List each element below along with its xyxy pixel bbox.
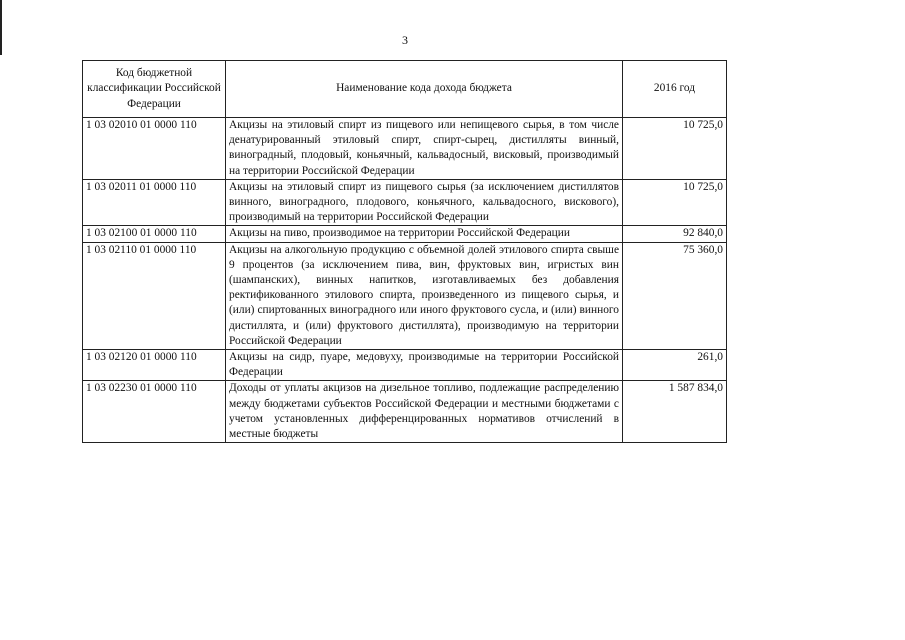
row-name: Акцизы на этиловый спирт из пищевого сырья (за исключением дистиллятов винного, виноградного, плодового, коньячного, кальвадосного, вискового), производимый на территории Российской Федерации — [226, 179, 623, 226]
header-code: Код бюджетной классификации Российской Федерации — [83, 61, 226, 118]
table-row — [83, 242, 727, 349]
table-row — [83, 118, 727, 180]
row-code: 1 03 02011 01 0000 110 — [83, 179, 226, 226]
row-code: 1 03 02120 01 0000 110 — [83, 350, 226, 381]
row-name: Доходы от уплаты акцизов на дизельное топливо, подлежащие распределению между бюджетами субъектов Российской Федерации и местными бюджетами с учетом установленных дифференцированных нормативов отчислений в местные бюджеты — [226, 381, 623, 443]
row-value: 261,0 — [623, 350, 727, 381]
budget-revenue-table — [82, 60, 727, 443]
row-value: 1 587 834,0 — [623, 381, 727, 443]
header-year: 2016 год — [623, 61, 727, 118]
row-name: Акцизы на этиловый спирт из пищевого или непищевого сырья, в том числе денатурированный этиловый спирт, спирт-сырец, дистилляты винный, виноградный, плодовый, коньячный, кальвадосный, висковый, производимый на территории Российской Федерации — [226, 118, 623, 180]
table-row — [83, 179, 727, 226]
row-value: 10 725,0 — [623, 118, 727, 180]
scan-edge-mark — [0, 0, 2, 55]
row-name: Акцизы на алкогольную продукцию с объемной долей этилового спирта свыше 9 процентов (за исключением пива, вин, фруктовых вин, игристых вин (шампанских), винных напитков, изготавливаемых без добавления ректификованного этилового спирта, произведенного из пищевого сырья, и (или) спиртованных виноградного или иного фруктового сусла, и (или) винного дистиллята, и (или) фруктового дистиллята), производимую на территории Российской Федерации — [226, 242, 623, 349]
page-number: 3 — [402, 33, 408, 47]
table-header-row — [83, 61, 727, 118]
table-row — [83, 350, 727, 381]
table-row — [83, 381, 727, 443]
row-code: 1 03 02100 01 0000 110 — [83, 226, 226, 242]
row-name: Акцизы на сидр, пуаре, медовуху, производимые на территории Российской Федерации — [226, 350, 623, 381]
row-code: 1 03 02010 01 0000 110 — [83, 118, 226, 180]
row-name: Акцизы на пиво, производимое на территории Российской Федерации — [226, 226, 623, 242]
row-value: 75 360,0 — [623, 242, 727, 349]
table-row — [83, 226, 727, 242]
row-code: 1 03 02110 01 0000 110 — [83, 242, 226, 349]
header-name: Наименование кода дохода бюджета — [226, 61, 623, 118]
row-value: 10 725,0 — [623, 179, 727, 226]
row-code: 1 03 02230 01 0000 110 — [83, 381, 226, 443]
row-value: 92 840,0 — [623, 226, 727, 242]
